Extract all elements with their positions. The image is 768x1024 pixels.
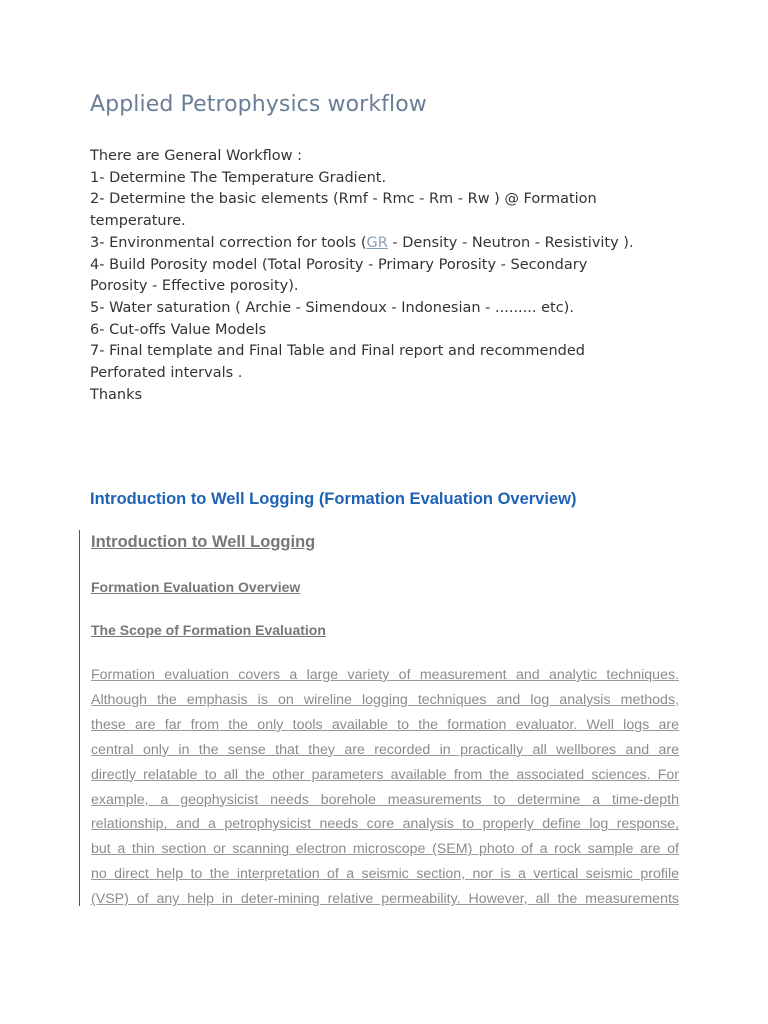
workflow-step-1: 1- Determine The Temperature Gradient. — [90, 169, 387, 186]
paragraph-line[interactable]: but a thin section or scanning electron microscope (SEM) photo of a rock sample are of — [91, 841, 679, 858]
workflow-step-7-cont: Perforated intervals . — [90, 365, 243, 382]
workflow-intro: There are General Workflow : — [90, 148, 303, 164]
quote-title[interactable]: Introduction to Well Logging — [91, 533, 316, 551]
workflow-step-3-rest: - Density - Neutron - Resistivity ). — [387, 234, 634, 251]
paragraph-line[interactable]: Formation evaluation covers a large variety of measurement and analytic techniques. — [91, 667, 679, 683]
workflow-list — [90, 146, 690, 406]
workflow-thanks: Thanks — [90, 386, 143, 403]
document-title: Applied Petrophysics workflow — [90, 92, 427, 117]
workflow-step-4-cont: Porosity - Effective porosity). — [90, 278, 299, 295]
quote-subheading-scope[interactable]: The Scope of Formation Evaluation — [91, 622, 326, 638]
workflow-step-5: 5- Water saturation ( Archie - Simendoux - Indonesian - ......... etc). — [90, 299, 574, 316]
gr-link[interactable]: GR — [366, 234, 388, 251]
workflow-step-4: 4- Build Porosity model (Total Porosity - Primary Porosity - Secondary — [90, 256, 588, 273]
workflow-step-3-text: 3- Environmental correction for tools ( — [90, 234, 367, 251]
workflow-step-7: 7- Final template and Final Table and Final report and recommended — [90, 343, 585, 360]
paragraph-line[interactable]: directly relatable to all the other parameters available from the associated sciences. For — [91, 766, 679, 783]
quote-subheading-overview[interactable]: Formation Evaluation Overview — [91, 579, 301, 595]
paragraph-line[interactable]: these are far from the only tools available to the formation evaluator. Well logs are — [91, 716, 679, 733]
paragraph-line[interactable]: no direct help to the interpretation of a seismic section, nor is a vertical seismic profile — [91, 866, 679, 883]
workflow-step-6: 6- Cut-offs Value Models — [90, 321, 267, 338]
workflow-step-2: 2- Determine the basic elements (Rmf - Rmc - Rm - Rw ) @ Formation — [90, 191, 597, 208]
section-heading-link[interactable]: Introduction to Well Logging (Formation Evaluation Overview) — [90, 490, 577, 508]
paragraph-line[interactable]: Although the emphasis is on wireline logging techniques and log analysis methods, — [91, 691, 679, 708]
paragraph-line[interactable]: central only in the sense that they are recorded in practically all wellbores and are — [91, 741, 679, 758]
workflow-step-3 — [90, 233, 690, 255]
paragraph-line[interactable]: (VSP) of any help in deter-mining relative permeability. However, all the measurements — [91, 891, 679, 908]
blockquote — [79, 530, 680, 906]
paragraph-line[interactable]: example, a geophysicist needs borehole measurements to determine a time-depth — [91, 791, 679, 808]
paragraph-line[interactable]: relationship, and a petrophysicist needs core analysis to properly define log response, — [91, 816, 679, 833]
workflow-step-2-cont: temperature. — [90, 213, 186, 230]
quote-paragraph — [91, 663, 679, 912]
